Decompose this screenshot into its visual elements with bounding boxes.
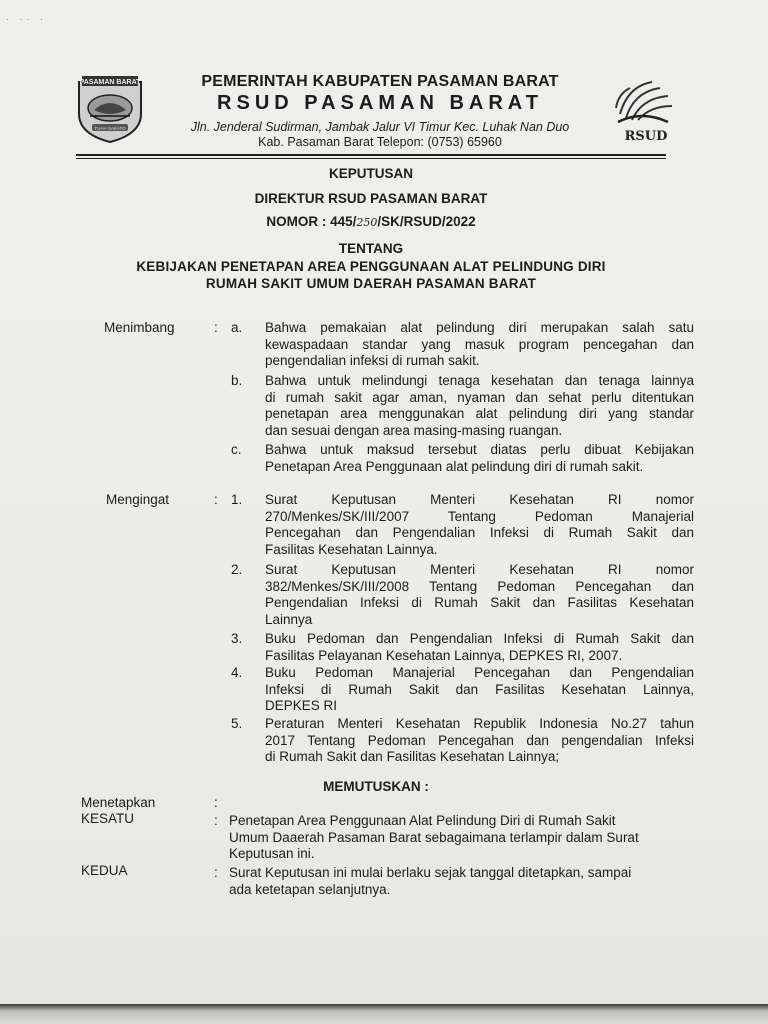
mengingat-mark-5: 5.: [231, 716, 243, 731]
text-line: Peraturan Menteri Kesehatan Republik Indonesia No.27 tahun: [265, 716, 694, 731]
text-line: Pencegahan dan Pengendalian Infeksi di Rumah Sakit dan: [265, 525, 694, 541]
text-line: Surat Keputusan Menteri Kesehatan RI nomor: [265, 562, 694, 577]
text-line: pengendalian infeksi di rumah sakit.: [265, 353, 480, 369]
text-line: 270/Menkes/SK/III/2007 Tentang Pedoman Manajerial: [265, 508, 694, 524]
mengingat-mark-1: 1.: [231, 492, 243, 507]
kedua-colon: :: [214, 865, 218, 880]
decree-number-handwritten: 250: [356, 216, 378, 229]
letterhead-rule-thick: [76, 154, 666, 156]
text-line: kewaspadaan standar yang masuk program pencegahan dan: [265, 336, 694, 352]
decree-number: [76, 214, 666, 229]
kedua-label: KEDUA: [81, 863, 128, 878]
decree-subject-line-2: RUMAH SAKIT UMUM DAERAH PASAMAN BARAT: [205, 276, 537, 291]
letterhead-address: Jln. Jenderal Sudirman, Jambak Jalur VI Timur Kec. Luhak Nan Duo: [190, 120, 570, 134]
text-line: Bahwa pemakaian alat pelindung diri merupakan salah satu: [265, 320, 694, 335]
text-line: Surat Keputusan ini mulai berlaku sejak tanggal ditetapkan, sampai: [229, 865, 632, 880]
text-line: Penetapan Area Penggunaan Alat Pelindung Diri di Rumah Sakit: [229, 813, 616, 828]
text-line: Infeksi di Rumah Sakit dan Fasilitas Kesehatan Lainnya,: [265, 681, 694, 697]
text-line: Bahwa untuk maksud tersebut diatas perlu dibuat Kebijakan: [265, 442, 694, 457]
menetapkan-label: Menetapkan: [81, 795, 156, 810]
letterhead-rule-thin: [76, 158, 666, 159]
decree-issuer: DIREKTUR RSUD PASAMAN BARAT: [254, 191, 488, 206]
menimbang-colon: :: [214, 320, 218, 335]
menimbang-item-a: [265, 320, 694, 370]
decree-heading: KEPUTUSAN: [328, 166, 413, 181]
decree-number-prefix: NOMOR : 445/: [266, 214, 357, 229]
text-line: dan sesuai dengan area masing-masing ruangan.: [265, 422, 563, 438]
text-line: penetapan area menggunakan alat pelindung diri yang standar: [265, 406, 694, 422]
text-line: di rumah sakit agar aman, nyaman dan sehat perlu ditentukan: [265, 389, 694, 405]
text-line: Pengendalian Infeksi di Rumah Sakit dan Fasilitas Kesehatan: [265, 595, 694, 611]
text-line: di Rumah Sakit dan Fasilitas Kesehatan Lainnya;: [265, 749, 560, 765]
text-line: 382/Menkes/SK/III/2008 Tentang Pedoman Pencegahan dan: [265, 578, 694, 594]
emblem-bottom-text: TUAH SAKATO: [94, 126, 126, 131]
mengingat-label: Mengingat: [106, 492, 170, 507]
decree-tentang: TENTANG: [338, 241, 404, 256]
menimbang-label: Menimbang: [104, 320, 175, 335]
text-line: Keputusan ini.: [229, 846, 315, 862]
letterhead-hospital-name: RSUD PASAMAN BARAT: [217, 92, 543, 114]
text-line: Lainnya: [265, 611, 313, 627]
mengingat-item-2: [265, 562, 694, 628]
mengingat-item-5: [265, 716, 694, 766]
menimbang-mark-c: c.: [231, 442, 242, 457]
mengingat-mark-3: 3.: [231, 631, 243, 646]
text-line: Buku Pedoman Manajerial Pencegahan dan Pengendalian: [265, 665, 694, 680]
text-line: Fasilitas Kesehatan Lainnya.: [265, 541, 438, 557]
kesatu-colon: :: [214, 813, 218, 828]
mengingat-mark-2: 2.: [231, 562, 243, 577]
text-line: Penetapan Area Penggunaan alat pelindung diri di rumah sakit.: [265, 458, 644, 474]
text-line: DEPKES RI: [265, 698, 338, 714]
mengingat-mark-4: 4.: [231, 665, 243, 680]
rsud-logo-icon: [608, 74, 678, 146]
letterhead-phone: Kab. Pasaman Barat Telepon: (0753) 65960: [258, 135, 502, 149]
text-line: Fasilitas Pelayanan Kesehatan Lainnya, DEPKES RI, 2007.: [265, 647, 623, 663]
letterhead-government: PEMERINTAH KABUPATEN PASAMAN BARAT: [201, 73, 559, 90]
menimbang-mark-a: a.: [231, 320, 243, 335]
text-line: ada ketetapan selanjutnya.: [229, 881, 391, 897]
kesatu-text: [229, 813, 639, 863]
mengingat-item-3: [265, 631, 694, 664]
text-line: Buku Pedoman dan Pengendalian Infeksi di Rumah Sakit dan: [265, 631, 694, 646]
menimbang-item-b: [265, 373, 694, 439]
menetapkan-colon: :: [214, 795, 218, 810]
kedua-text: [229, 865, 631, 898]
decree-subject-line-1: KEBIJAKAN PENETAPAN AREA PENGGUNAAN ALAT PELINDUNG DIRI: [136, 259, 606, 274]
rsud-logo-text: RSUD: [624, 129, 668, 144]
menimbang-item-c: [265, 442, 694, 475]
text-line: Bahwa untuk melindungi tenaga kesehatan dan tenaga lainnya: [265, 373, 694, 388]
pasaman-barat-emblem-icon: [76, 74, 144, 144]
kesatu-label: KESATU: [81, 811, 135, 826]
emblem-top-text: PASAMAN BARAT: [79, 79, 141, 86]
menimbang-mark-b: b.: [231, 373, 243, 388]
text-line: Surat Keputusan Menteri Kesehatan RI nomor: [265, 492, 694, 507]
text-line: 2017 Tentang Pedoman Pencegahan dan pengendalian Infeksi: [265, 732, 694, 748]
scan-bottom-edge: [0, 1004, 768, 1024]
text-line: Umum Daaerah Pasaman Barat sebagaimana terlampir dalam Surat: [229, 829, 639, 845]
decree-number-suffix: /SK/RSUD/2022: [377, 214, 476, 229]
mengingat-item-1: [265, 492, 694, 558]
memutuskan-heading: MEMUTUSKAN :: [323, 779, 429, 794]
mengingat-item-4: [265, 665, 694, 715]
scan-specks: · ·· ·: [6, 14, 47, 24]
mengingat-colon: :: [214, 492, 218, 507]
